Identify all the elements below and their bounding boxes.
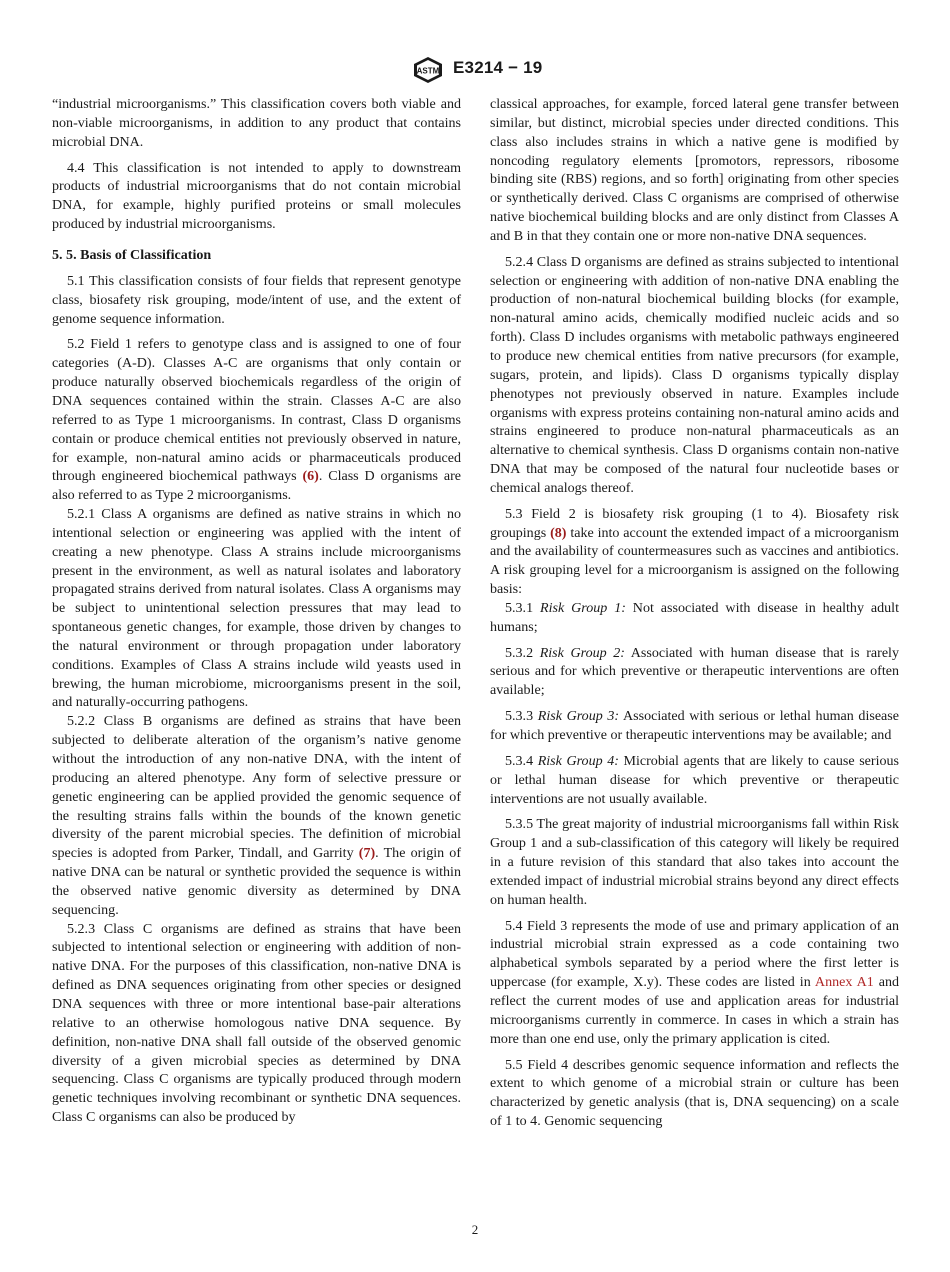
paragraph-text: “industrial microorganisms.” This classification covers both viable and non-viable microorganisms, in addition to any product that contains microbial DNA. — [52, 96, 461, 150]
paragraph — [52, 712, 461, 919]
paragraph-text: 5.4 Field 3 represents the mode of use and primary application of an industrial microbial strain expressed as a code containing two alphabetical symbols separated by a period where the first letter is uppercase (for example, X.y). These codes are listed in — [490, 917, 899, 991]
astm-logo-icon — [409, 56, 447, 84]
risk-group-label: Risk Group 3: — [537, 708, 620, 725]
paragraph-text: 5.3 Field 2 is biosafety risk grouping (1 to 4). Biosafety risk groupings — [490, 505, 899, 541]
paragraph-text-continued: . Class D organisms are also referred to as Type 2 microorganisms. — [52, 468, 461, 504]
section-heading: 5. 5. Basis of Classification — [52, 246, 212, 263]
reference-citation: (7) — [358, 845, 376, 862]
paragraph-text: 5.5 Field 4 describes genomic sequence information and reflects the extent to which genome of a microbial strain or culture has been characterized by genetic analysis (that is, DNA sequencing) on a scale of 1 to 4. Genomic sequencing — [490, 1056, 899, 1130]
paragraph-text-continued: and reflect the current modes of use and application areas for industrial microorganisms currently in commerce. In cases in which a strain has more than one end use, only the primary application is cited. — [490, 974, 900, 1047]
paragraph — [490, 707, 899, 745]
paragraph — [490, 1056, 899, 1131]
page-header — [0, 56, 950, 88]
paragraph — [490, 253, 899, 498]
paragraph — [52, 920, 461, 1127]
left-column — [52, 95, 461, 1127]
paragraph-text: Not associated with disease in healthy adult humans; — [490, 599, 899, 635]
paragraph-text: 5.2.2 Class B organisms are defined as strains that have been subjected to deliberate alteration of the organism’s native genome without the introduction of any non-native DNA, with the intent of producing an altered phenotype. Any form of selective pressure or genetic engineering can be applied provided the genomic sequence of the resulting strains falls within the bounds of the known genetic diversity of the parent microbial species. The definition of microbial species is adopted from Parker, Tindall, and Garrity — [52, 713, 461, 862]
paragraph — [52, 505, 461, 712]
paragraph-text: 5.2.4 Class D organisms are defined as strains subjected to intentional selection or engineering with addition of non-native DNA enabling the production of non-natural biochemical building blocks (for example, non-natural amino acids, chemically modified nucleic acids and so forth). Class D includes organisms with metabolic pathways engineered to produce new chemical entities from native precursors (for example, sugars, protein, and lipids). Class D organisms typically display phenotypes not previously observed in nature. Examples include organisms with express proteins containing non-natural amino acids and strains engineered to produce non-natural pharmaceuticals as an alternative to chemical synthesis. Class D organisms contain non-native DNA that may be composed of the natural four nucleotide bases or chemical analogs thereof. — [490, 253, 899, 496]
paragraph — [490, 599, 899, 637]
paragraph-number: 5.3.2 — [505, 644, 540, 661]
right-column — [490, 95, 899, 1131]
paragraph-number: 5.3.3 — [505, 708, 538, 725]
paragraph — [52, 335, 461, 505]
paragraph — [490, 752, 899, 809]
risk-group-label: Risk Group 4: — [537, 752, 619, 769]
paragraph — [490, 644, 899, 701]
paragraph-text-continued: . The origin of native DNA can be natural or synthetic provided the sequence is within the observed native genomic diversity as determined by DNA sequencing. — [52, 845, 462, 918]
paragraph — [490, 505, 899, 599]
paragraph — [490, 917, 899, 1049]
paragraph — [490, 815, 899, 909]
paragraph-text: 4.4 This classification is not intended to apply to downstream products of industrial microorganisms that do not contain microbial DNA, for example, highly purified proteins or small molecules produced by industrial microorganisms. — [52, 159, 461, 233]
paragraph-text: 5.2.1 Class A organisms are defined as native strains in which no intentional selection or engineering was applied with the intent of creating a new phenotype. Class A strains include microorganisms present in the environment, as well as natural isolates and laboratory propagated strains derived from natural isolates. Class A organisms may be subject to unintentional selection pressures that may lead to spontaneous genetic changes, for example, those driven by changes to the natural environment or through propagation under laboratory conditions. Examples of Class A strains include wild yeasts used in brewing, the human microbiome, microorganisms present in the soil, and naturally-occurring pathogens. — [52, 506, 461, 711]
paragraph-text: classical approaches, for example, forced lateral gene transfer between similar, but distinct, microbial species under directed conditions. This class also includes strains in which a native gene is modified by noncoding regulatory elements [promotors, repressors, ribosome binding site (RBS) regions, and so forth] originating from other species or synthetically derived. Class C organisms are comprised of otherwise native biochemical building blocks and are only distinct from Classes A and B in that they contain one or more non-native DNA sequences. — [490, 96, 899, 244]
paragraph-text: Associated with serious or lethal human disease for which preventive or therapeutic interventions may be available; and — [490, 708, 899, 743]
page-number: 2 — [471, 1222, 479, 1237]
annex-link[interactable]: Annex A1 — [814, 974, 874, 991]
paragraph-text: 5.2 Field 1 refers to genotype class and is assigned to one of four categories (A-D). Classes A-C are organisms that only contain or produce naturally observed biochemicals regardless of the origin of DNA sequences contained within the strain. Classes A-C are also referred to as Type 1 microorganisms. In contrast, Class D organisms contain or produce chemical entities not previously observed in nature, for example, non-natural amino acids or pharmaceuticals produced through engineered biochemical pathways — [52, 336, 461, 485]
paragraph — [52, 95, 461, 152]
paragraph-number: 5.3.4 — [505, 752, 538, 769]
paragraph — [52, 272, 461, 329]
reference-citation: (8) — [550, 524, 567, 541]
paragraph-text: Microbial agents that are likely to cause serious or lethal human disease for which preventive or therapeutic interventions are not usually available. — [490, 752, 899, 807]
paragraph-text: 5.3.5 The great majority of industrial microorganisms fall within Risk Group 1 and a sub-classification of this category will likely be required in a future revision of this standard that also takes into account the extended impact of industrial microbial strains beyond any direct effects on human health. — [490, 816, 899, 908]
paragraph-text: 5.1 This classification consists of four fields that represent genotype class, biosafety risk grouping, mode/intent of use, and the extent of genome sequence information. — [52, 272, 461, 327]
paragraph-text-continued: take into account the extended impact of a microorganism and the availability of countermeasures such as vaccines and antibiotics. A risk grouping level for a microorganism is assigned on the following basis: — [490, 524, 899, 598]
logo-text: ASTM — [416, 66, 440, 76]
paragraph — [52, 159, 461, 234]
document-code: E3214 − 19 — [453, 58, 543, 77]
paragraph-number: 5.3.1 — [505, 599, 541, 616]
risk-group-label: Risk Group 1: — [540, 599, 626, 616]
paragraph-text: 5.2.3 Class C organisms are defined as strains that have been subjected to intentional selection or engineering with addition of non-native DNA. For the purposes of this classification, non-native DNA is defined as DNA sequences originating from other species or designed DNA sequences with three or more intentional base-pair alterations relative to an otherwise homologous native DNA sequence. By definition, non-native DNA shall fall outside of the observed genomic diversity of a given microbial species as determined by DNA sequencing. Class C organisms are typically produced through modern genetic techniques involving recombinant or synthetic DNA sequences. Class C organisms can also be produced by — [52, 920, 461, 1126]
paragraph-text: Associated with human disease that is rarely serious and for which preventive or therapeutic interventions are often available; — [490, 644, 899, 699]
reference-citation: (6) — [302, 468, 319, 485]
paragraph — [490, 95, 899, 246]
risk-group-label: Risk Group 2: — [539, 644, 625, 661]
